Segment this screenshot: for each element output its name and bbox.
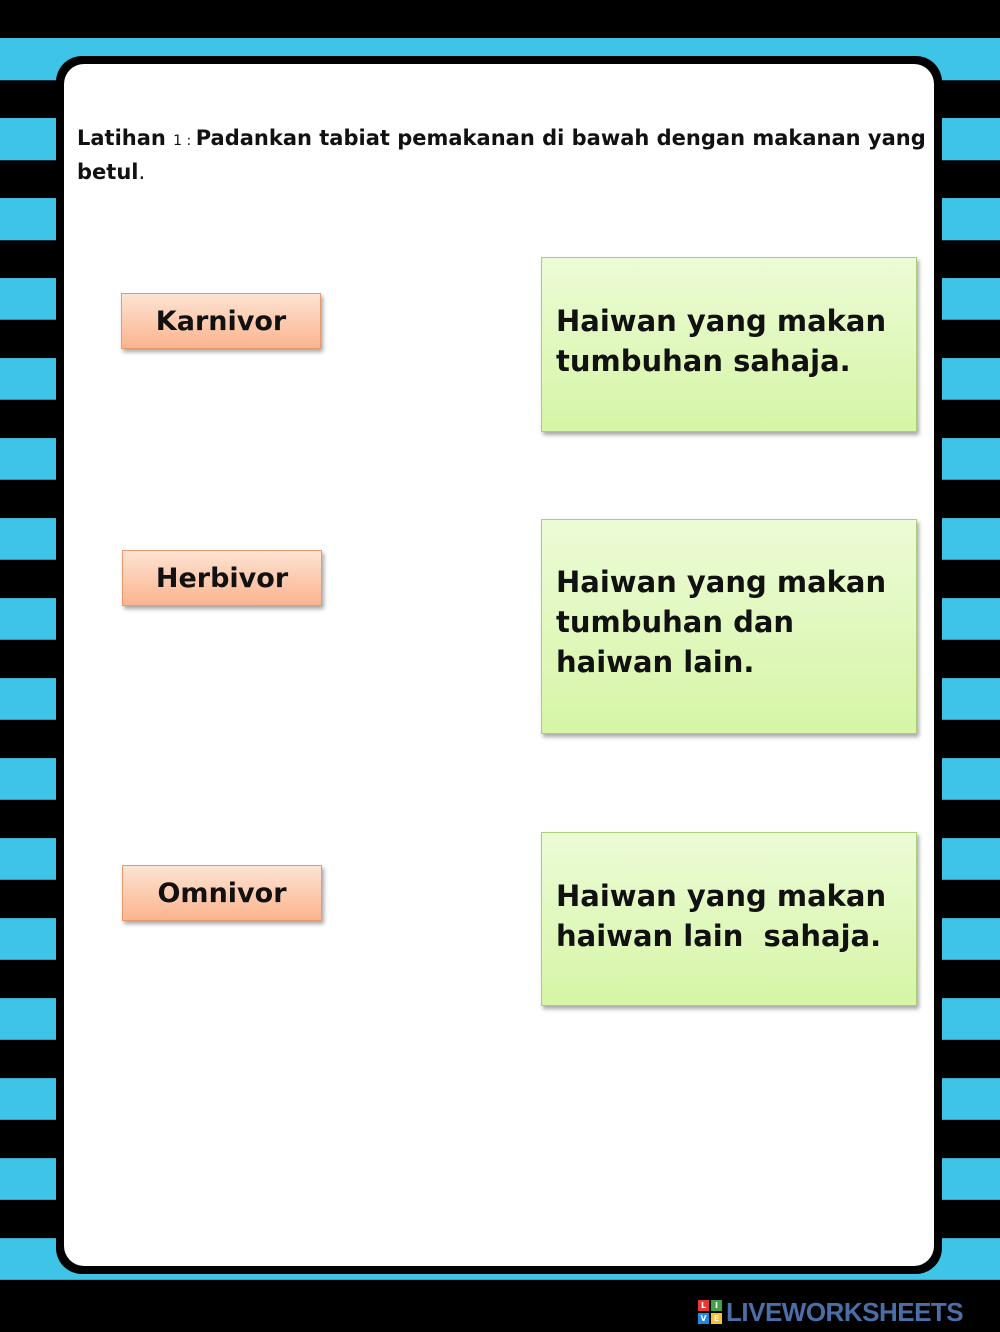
- brand-name: LIVEWORKSHEETS: [726, 1296, 964, 1327]
- term-herbivor[interactable]: [122, 550, 322, 606]
- definition-text: [556, 876, 886, 956]
- term-label: Herbivor: [155, 562, 289, 594]
- definition-line: Haiwan yang makan: [556, 564, 887, 599]
- definition-line: Haiwan yang makan: [556, 303, 887, 338]
- definition-line: Haiwan yang makan: [556, 879, 887, 913]
- top-border: [0, 0, 1000, 38]
- instruction-prefix: Latihan: [77, 126, 174, 150]
- term-label: Karnivor: [155, 305, 287, 337]
- definition-box-1[interactable]: [541, 257, 917, 432]
- term-karnivor[interactable]: [121, 293, 321, 349]
- logo-tile: I: [711, 1300, 722, 1311]
- definition-box-3[interactable]: [541, 832, 917, 1006]
- logo-tile: V: [698, 1313, 709, 1324]
- definition-box-2[interactable]: [541, 519, 917, 734]
- definition-line: haiwan lain.: [556, 644, 755, 679]
- instruction-body: Padankan tabiat pemakanan di bawah dengan makanan yang betul: [77, 126, 926, 184]
- definition-text: [556, 562, 886, 682]
- definition-line: haiwan lain sahaja.: [556, 919, 882, 953]
- instruction-text: [77, 123, 927, 188]
- definition-line: tumbuhan dan: [556, 604, 795, 639]
- term-label: Omnivor: [157, 877, 287, 909]
- instruction-number: 1: [173, 133, 183, 149]
- instruction-separator: :: [182, 133, 196, 149]
- instruction-period: .: [138, 160, 146, 184]
- term-omnivor[interactable]: [122, 865, 322, 921]
- definition-line: tumbuhan sahaja.: [556, 343, 851, 378]
- logo-tile: E: [711, 1313, 722, 1324]
- definition-text: [556, 301, 886, 381]
- liveworksheets-logo-icon: [698, 1300, 722, 1324]
- logo-tile: L: [698, 1300, 709, 1311]
- liveworksheets-brand: [698, 1298, 963, 1326]
